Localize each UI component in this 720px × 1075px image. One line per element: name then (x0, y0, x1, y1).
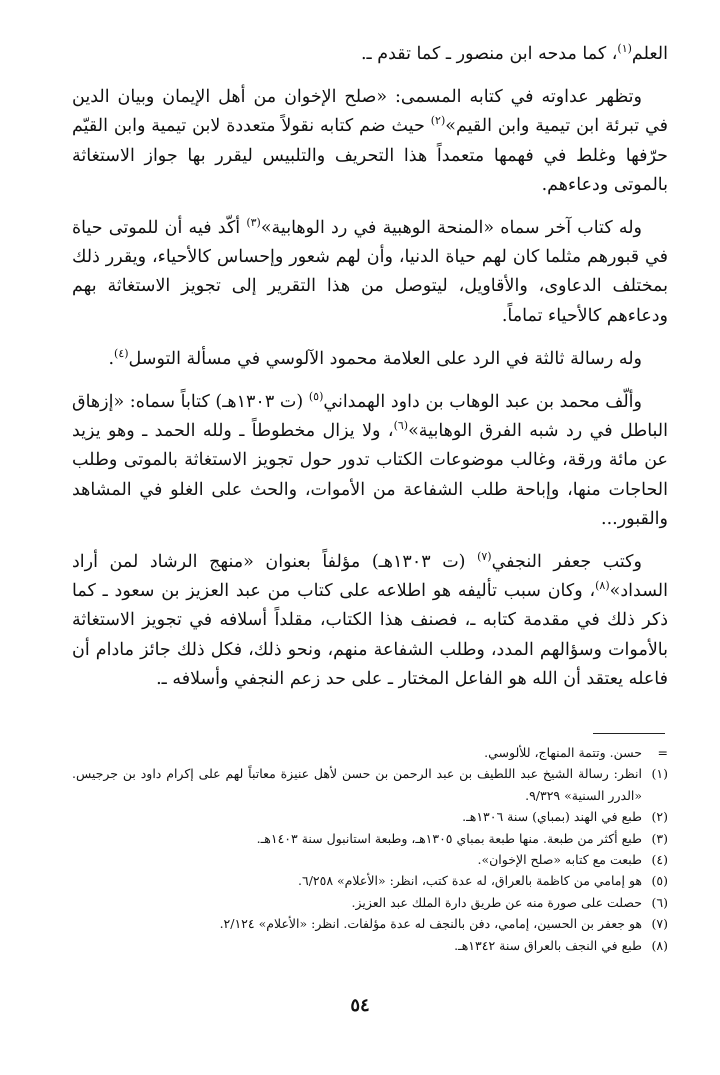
footnote-text: حسن. وتتمة المنهاج، للألوسي. (484, 745, 642, 760)
paragraph-2: وتظهر عداوته في كتابه المسمى: «صلح الإخوان من أهل الإيمان وبيان الدين في تبرئة ابن تيمية وابن القيم»$^{(٢)}$ حيث ضم كتابه نقولاً متعددة لابن تيمية وابن القيّم حرّفها وغلط في فهمها متعمداً هذا التحريف والتلبيس ليقرر بها جواز الاستغاثة بالموتى ودعاءهم. (72, 87, 668, 195)
footnote-5 (72, 870, 668, 891)
footnote-continuation (72, 742, 668, 763)
footnote-text: طبع أكثر من طبعة. منها طبعة بمباي ١٣٠٥هـ، وطبعة استانبول سنة ١٤٠٣هـ. (256, 830, 642, 846)
footnote-ref-7: (٧) (477, 550, 492, 564)
main-text (72, 40, 668, 708)
paragraph-5: وألّف محمد بن عبد الوهاب بن داود الهمداني$^{(٥)}$ (ت ١٣٠٣هـ) كتاباً سماه: «إزهاق الباطل في رد شبه الفرق الوهابية»$^{(٦)}$، ولا يزال مخطوطاً ـ ولله الحمد ـ وهو يزيد عن مائة ورقة، وغالب موضوعات الكتاب تدور حول تجويز الاستغاثة بالموتى وطلب الحاجات منها، وإباحة طلب الشفاعة من الأموات، والحث على الغلو في المشاهد والقبور... (72, 390, 669, 529)
footnote-ref-1: (١) (617, 42, 632, 56)
footnote-1 (72, 763, 668, 806)
paragraph-1: العلم$^{(١)}$، كما مدحه ابن منصور ـ كما تقدم ـ. (360, 42, 668, 64)
paragraph-6: وكتب جعفر النجفي$^{(٧)}$ (ت ١٣٠٣هـ) مؤلفاً بعنوان «منهج الرشاد لمن أراد السداد»$^{(٨)}$، وكان سبب تأليفه هو اطلاعه على كتاب من عبد العزيز بن سعود ـ كما ذكر ذلك في مقدمة كتابه ـ، فصنف هذا الكتاب، مقلداً أسلافه في تجويز الاستغاثة بالأموات وسؤالهم المدد، وطلب الشفاعة منهم، ونحو ذلك، فكل ذلك جائز مادام أن فاعله يعتقد أن الله هو الفاعل المختار ـ على حد زعم النجفي وأسلافه ـ. (72, 550, 668, 689)
footnote-ref-3: (٣) (246, 216, 261, 230)
footnote-number: (٥) (651, 873, 668, 889)
footnote-6 (72, 892, 668, 913)
footnote-text: طبعت مع كتابه «صلح الإخوان». (477, 852, 642, 868)
footnote-8 (72, 935, 668, 956)
footnote-separator (593, 733, 665, 734)
footnote-number: (٦) (651, 894, 668, 910)
footnote-number: (٢) (651, 809, 668, 825)
footnote-4 (72, 849, 668, 870)
footnote-text: طبع في النجف بالعراق سنة ١٣٤٢هـ. (454, 937, 642, 953)
footnote-7 (72, 913, 668, 934)
footnote-text: حصلت على صورة منه عن طريق دارة الملك عبد العزيز. (351, 894, 642, 910)
footnote-number: (٤) (651, 852, 668, 868)
footnote-ref-8: (٨) (595, 579, 610, 593)
footnote-ref-5: (٥) (308, 390, 324, 404)
footnote-number: (٣) (651, 830, 668, 846)
footnote-number: (٨) (651, 937, 668, 953)
paragraph-3: وله كتاب آخر سماه «المنحة الوهبية في رد الوهابية»$^{(٣)}$ أكّد فيه أن للموتى حياة في قبورهم مثلما كان لهم حياة الدنيا، وأن لهم شعور وإحساس كالأحياء، ويقرر ذلك بمختلف الدعاوى، والأقاويل، ليتوصل من هذا التقرير إلى تجويز الاستغاثة بهم ودعاءهم كالأحياء تماماً. (72, 216, 668, 326)
footnote-text: هو إمامي من كاظمة بالعراق، له عدة كتب، انظر: «الأعلام» ٦/٢٥٨. (298, 873, 642, 889)
footnote-ref-2: (٢) (430, 114, 446, 128)
footnote-text: طبع في الهند (بمباي) سنة ١٣٠٦هـ. (462, 809, 642, 825)
footnote-text: هو جعفر بن الحسين، إمامي، دفن بالنجف له عدة مؤلفات. انظر: «الأعلام» ٢/١٢٤. (219, 916, 642, 932)
footnote-number: (٧) (651, 916, 668, 932)
footnote-2 (72, 806, 668, 827)
footnote-ref-4: (٤) (114, 347, 129, 360)
footnotes (72, 742, 668, 956)
footnote-3 (72, 828, 668, 849)
footnote-ref-6: (٦) (393, 419, 409, 433)
paragraph-4: وله رسالة ثالثة في الرد على العلامة محمود الآلوسي في مسألة التوسل$^{(٤)}$. (108, 347, 642, 369)
page-number: ٥٤ (350, 995, 370, 1016)
footnote-text: انظر: رسالة الشيخ عبد اللطيف بن عبد الرحمن بن حسن لأهل عنيزة معاتباً لهم على إكرام داود بن جرجيس. «الدرر السنية» ٩/٣٢٩. (72, 766, 642, 803)
footnote-number: = (657, 745, 668, 760)
footnote-number: (١) (651, 766, 668, 782)
